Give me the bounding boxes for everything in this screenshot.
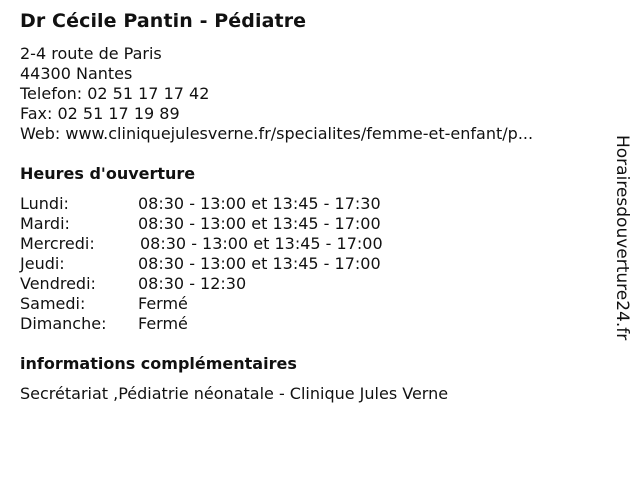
day-label: Lundi: — [20, 194, 69, 213]
watermark-text: Horairesdouverture24.fr — [612, 135, 632, 341]
day-times: 08:30 - 13:00 et 13:45 - 17:00 — [138, 214, 381, 233]
phone-number: Telefon: 02 51 17 17 42 — [20, 84, 210, 103]
additional-info-text: Secrétariat ,Pédiatrie néonatale - Clinique Jules Verne — [20, 384, 449, 403]
day-label: Vendredi: — [20, 274, 96, 293]
day-label: Mardi: — [20, 214, 70, 233]
watermark — [612, 135, 634, 370]
day-times: 08:30 - 13:00 et 13:45 - 17:00 — [140, 234, 383, 253]
address-block — [20, 44, 533, 144]
day-label: Dimanche: — [20, 314, 107, 333]
website-link[interactable]: www.cliniquejulesverne.fr/specialites/femme-et-enfant/p... — [65, 124, 534, 143]
page-title: Dr Cécile Pantin - Pédiatre — [20, 10, 307, 32]
day-label: Mercredi: — [20, 234, 95, 253]
day-times: 08:30 - 12:30 — [138, 274, 247, 293]
day-times: Fermé — [138, 294, 188, 313]
website-row — [20, 124, 533, 144]
website-label: Web: — [20, 124, 61, 143]
opening-hours-heading: Heures d'ouverture — [20, 164, 196, 183]
street-address: 2-4 route de Paris — [20, 44, 162, 63]
day-times: Fermé — [138, 314, 188, 333]
additional-info-heading: informations complémentaires — [20, 354, 297, 373]
day-times: 08:30 - 13:00 et 13:45 - 17:00 — [138, 254, 381, 273]
day-label: Samedi: — [20, 294, 86, 313]
day-label: Jeudi: — [20, 254, 65, 273]
day-times: 08:30 - 13:00 et 13:45 - 17:30 — [138, 194, 381, 213]
city-address: 44300 Nantes — [20, 64, 133, 83]
fax-number: Fax: 02 51 17 19 89 — [20, 104, 180, 123]
